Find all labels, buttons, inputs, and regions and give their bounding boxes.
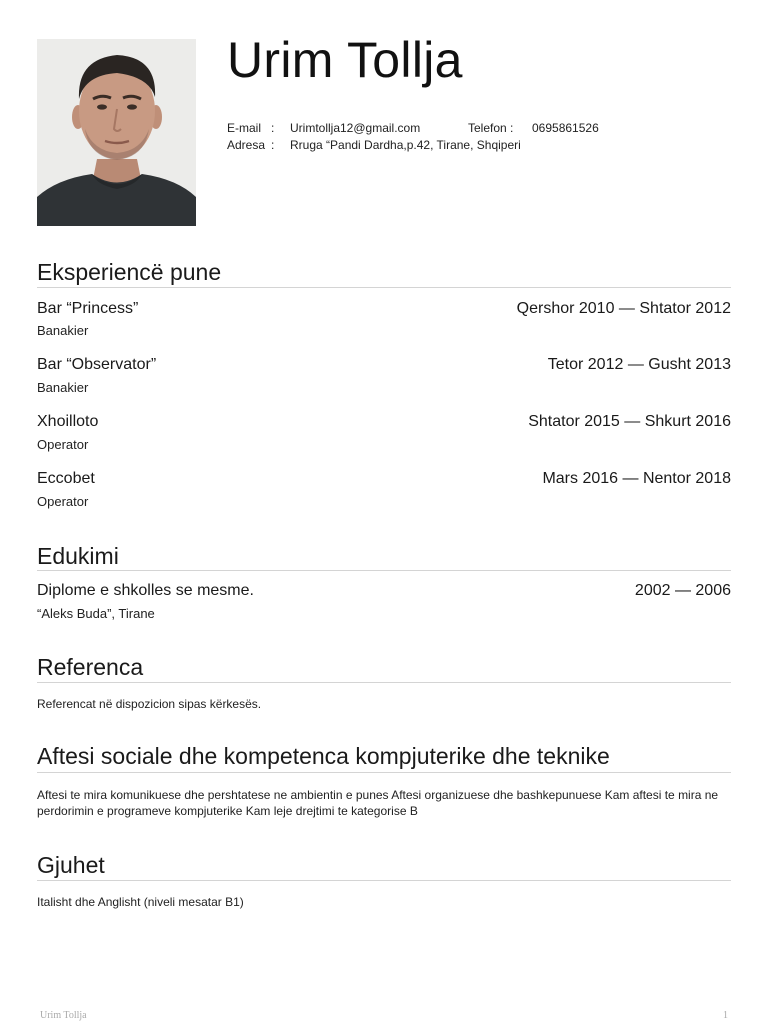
candidate-name: Urim Tollja: [227, 32, 463, 88]
address-value: Rruga “Pandi Dardha,p.42, Tirane, Shqiperi: [290, 138, 521, 152]
section-divider: [37, 772, 731, 773]
footer-name: Urim Tollja: [40, 1010, 87, 1021]
experience-employer: Xhoilloto: [37, 413, 99, 430]
experience-dates: Tetor 2012 — Gusht 2013: [547, 356, 731, 373]
section-title-reference: Referenca: [37, 654, 144, 680]
section-title-languages: Gjuhet: [37, 852, 105, 878]
section-title-skills: Aftesi sociale dhe kompetenca kompjuterike dhe teknike: [37, 743, 610, 769]
section-title-experience: Eksperiencë pune: [37, 259, 222, 285]
experience-employer: Eccobet: [37, 470, 95, 487]
experience-employer: Bar “Princess”: [37, 300, 139, 317]
footer-page-number: 1: [723, 1010, 728, 1021]
education-school: “Aleks Buda”, Tirane: [37, 606, 155, 621]
email-label: E-mail: [227, 121, 262, 135]
portrait-image: [37, 39, 196, 226]
email-value[interactable]: Urimtollja12@gmail.com: [290, 121, 421, 135]
skills-text: Aftesi te mira komunikuese dhe pershtatese ne ambientin e punes Aftesi organizuese dhe bashkepunuese Kam aftesi te mira ne perdorimin e programeve kompjuterike Kam leje drejtimi te kategorise B: [37, 788, 719, 818]
address-separator: :: [271, 138, 275, 152]
experience-dates: Mars 2016 — Nentor 2018: [542, 470, 731, 487]
section-divider: [37, 682, 731, 683]
languages-text: Italisht dhe Anglisht (niveli mesatar B1): [37, 895, 244, 909]
section-title-education: Edukimi: [37, 543, 119, 569]
section-divider: [37, 880, 731, 881]
education-dates: 2002 — 2006: [634, 582, 731, 599]
phone-label: Telefon :: [468, 121, 514, 135]
experience-dates: Qershor 2010 — Shtator 2012: [516, 300, 731, 317]
experience-role: Banakier: [37, 323, 89, 338]
section-divider: [37, 287, 731, 288]
email-separator: :: [271, 121, 275, 135]
experience-dates: Shtator 2015 — Shkurt 2016: [528, 413, 731, 430]
reference-text: Referencat në dispozicion sipas kërkesës.: [37, 697, 262, 711]
profile-photo: [37, 39, 196, 226]
education-degree: Diplome e shkolles se mesme.: [37, 582, 254, 599]
experience-role: Operator: [37, 494, 89, 509]
phone-value[interactable]: 0695861526: [532, 121, 599, 135]
experience-role: Operator: [37, 437, 89, 452]
address-label: Adresa: [227, 138, 266, 152]
experience-role: Banakier: [37, 380, 89, 395]
section-divider: [37, 570, 731, 571]
experience-employer: Bar “Observator”: [37, 356, 157, 373]
